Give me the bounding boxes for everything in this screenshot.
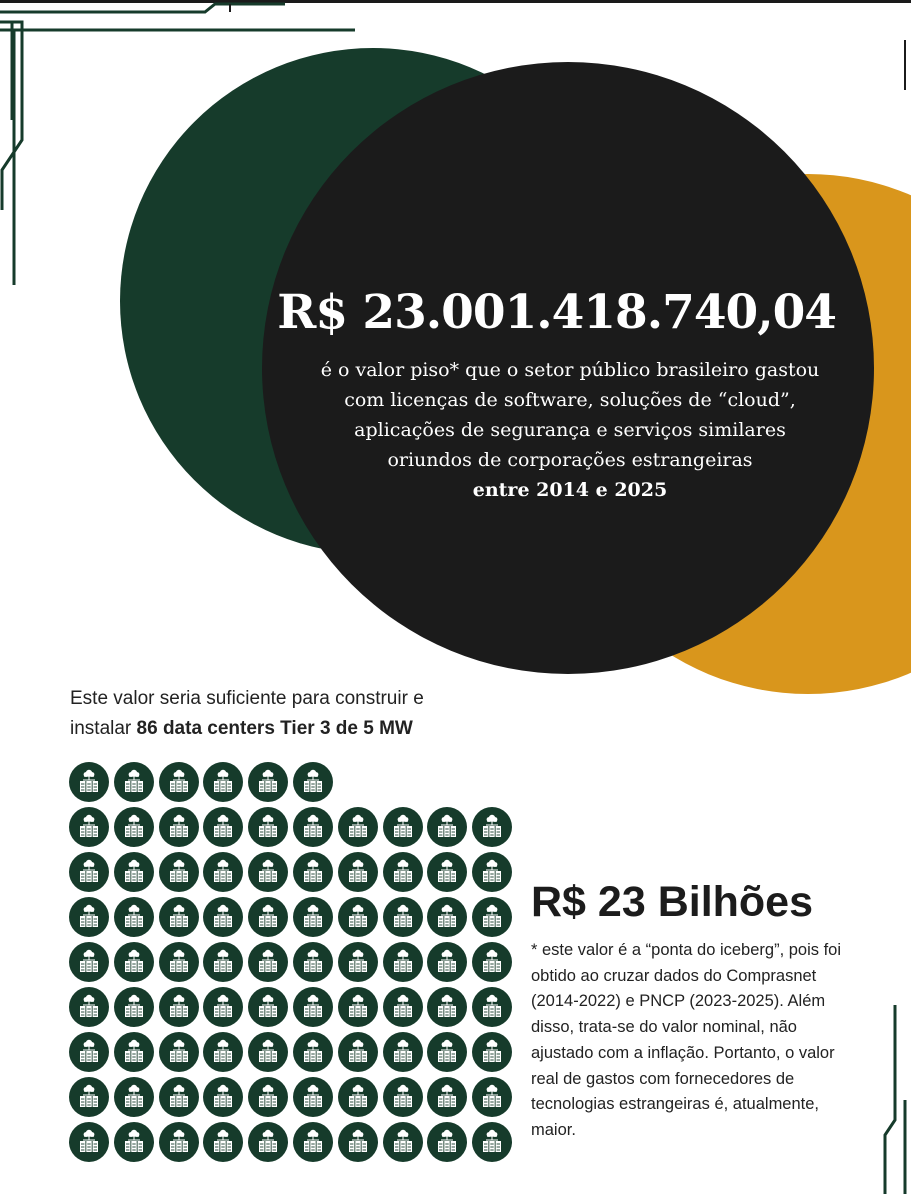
data-center-icon bbox=[69, 897, 109, 937]
data-center-icon bbox=[293, 1032, 333, 1072]
data-center-icon bbox=[293, 852, 333, 892]
data-center-icon bbox=[248, 762, 288, 802]
headline-description bbox=[270, 355, 870, 505]
data-center-icon bbox=[114, 897, 154, 937]
intro-line-2-prefix: instalar bbox=[70, 718, 137, 739]
data-center-icon bbox=[69, 1077, 109, 1117]
description-line: aplicações de segurança e serviços similares bbox=[354, 419, 786, 441]
summary-value: R$ 23 Bilhões bbox=[531, 878, 813, 926]
data-center-row bbox=[69, 897, 519, 942]
data-center-icon bbox=[114, 942, 154, 982]
intro-highlight: 86 data centers Tier 3 de 5 MW bbox=[136, 718, 413, 739]
data-center-icon bbox=[248, 987, 288, 1027]
data-center-icon bbox=[338, 987, 378, 1027]
data-center-icon bbox=[472, 1077, 512, 1117]
headline-period: entre 2014 e 2025 bbox=[472, 479, 668, 501]
data-center-icon bbox=[383, 852, 423, 892]
data-center-icon bbox=[203, 1032, 243, 1072]
data-center-icon bbox=[159, 987, 199, 1027]
description-line: com licenças de software, soluções de “cloud”, bbox=[344, 389, 796, 411]
data-center-icon bbox=[69, 1122, 109, 1162]
data-center-icon bbox=[114, 852, 154, 892]
data-center-row bbox=[69, 1122, 519, 1167]
data-center-icon bbox=[248, 807, 288, 847]
data-center-icon bbox=[203, 1077, 243, 1117]
data-center-icon bbox=[472, 1032, 512, 1072]
data-center-icon bbox=[114, 1032, 154, 1072]
data-center-icon bbox=[114, 1122, 154, 1162]
description-line: oriundos de corporações estrangeiras bbox=[387, 449, 753, 471]
data-center-icon bbox=[203, 762, 243, 802]
data-center-icon bbox=[338, 807, 378, 847]
data-center-icon bbox=[248, 1032, 288, 1072]
data-center-icon bbox=[159, 762, 199, 802]
data-center-icon bbox=[293, 807, 333, 847]
data-center-row bbox=[69, 987, 519, 1032]
data-center-icon bbox=[383, 1122, 423, 1162]
data-center-icon bbox=[472, 852, 512, 892]
top-border bbox=[0, 0, 911, 3]
data-center-icon bbox=[69, 807, 109, 847]
data-center-row bbox=[69, 1077, 519, 1122]
intro-text bbox=[70, 684, 540, 744]
data-center-icon bbox=[427, 1077, 467, 1117]
data-center-icon bbox=[159, 1032, 199, 1072]
data-center-row bbox=[69, 762, 519, 807]
data-center-icon bbox=[159, 1077, 199, 1117]
data-center-icon bbox=[427, 942, 467, 982]
data-center-icon bbox=[427, 987, 467, 1027]
data-center-icon bbox=[159, 807, 199, 847]
data-center-icon bbox=[472, 897, 512, 937]
data-center-icon bbox=[248, 852, 288, 892]
data-center-icon bbox=[338, 1077, 378, 1117]
data-center-icon bbox=[159, 852, 199, 892]
headline-block bbox=[270, 278, 870, 505]
data-center-icon bbox=[203, 987, 243, 1027]
data-center-icon bbox=[114, 762, 154, 802]
data-center-icon bbox=[338, 1032, 378, 1072]
data-center-row bbox=[69, 852, 519, 897]
data-center-icon bbox=[293, 897, 333, 937]
data-center-icon bbox=[293, 942, 333, 982]
data-center-icon bbox=[248, 942, 288, 982]
data-center-row bbox=[69, 1032, 519, 1077]
data-center-icon bbox=[383, 1077, 423, 1117]
data-center-icon bbox=[203, 942, 243, 982]
data-center-icon bbox=[69, 852, 109, 892]
data-center-icon bbox=[293, 762, 333, 802]
data-center-icon bbox=[159, 897, 199, 937]
description-line: é o valor piso* que o setor público brasileiro gastou bbox=[320, 359, 820, 381]
data-center-icon bbox=[338, 852, 378, 892]
data-center-icon bbox=[248, 897, 288, 937]
data-center-grid bbox=[69, 762, 519, 1167]
data-center-icon bbox=[427, 852, 467, 892]
data-center-icon bbox=[338, 942, 378, 982]
data-center-icon bbox=[427, 807, 467, 847]
data-center-icon bbox=[248, 1077, 288, 1117]
data-center-icon bbox=[383, 942, 423, 982]
data-center-icon bbox=[248, 1122, 288, 1162]
data-center-icon bbox=[293, 1122, 333, 1162]
data-center-icon bbox=[69, 1032, 109, 1072]
intro-line-2 bbox=[70, 714, 540, 744]
data-center-icon bbox=[427, 1122, 467, 1162]
data-center-icon bbox=[472, 807, 512, 847]
data-center-icon bbox=[69, 942, 109, 982]
data-center-icon bbox=[159, 1122, 199, 1162]
data-center-icon bbox=[472, 1122, 512, 1162]
data-center-icon bbox=[472, 942, 512, 982]
data-center-icon bbox=[383, 1032, 423, 1072]
data-center-icon bbox=[293, 987, 333, 1027]
data-center-icon bbox=[203, 1122, 243, 1162]
data-center-icon bbox=[472, 987, 512, 1027]
data-center-icon bbox=[383, 987, 423, 1027]
data-center-icon bbox=[338, 1122, 378, 1162]
data-center-icon bbox=[203, 852, 243, 892]
data-center-icon bbox=[427, 1032, 467, 1072]
data-center-icon bbox=[293, 1077, 333, 1117]
data-center-icon bbox=[159, 942, 199, 982]
data-center-icon bbox=[69, 762, 109, 802]
data-center-icon bbox=[383, 807, 423, 847]
data-center-row bbox=[69, 942, 519, 987]
data-center-icon bbox=[69, 987, 109, 1027]
headline-amount: R$ 23.001.418.740,04 bbox=[277, 285, 836, 340]
data-center-row bbox=[69, 807, 519, 852]
data-center-icon bbox=[383, 897, 423, 937]
data-center-icon bbox=[114, 1077, 154, 1117]
data-center-icon bbox=[338, 897, 378, 937]
intro-line-1: Este valor seria suficiente para construir e bbox=[70, 688, 424, 709]
data-center-icon bbox=[114, 987, 154, 1027]
footnote: * este valor é a “ponta do iceberg”, pois foi obtido ao cruzar dados do Comprasnet (2014-2022) e PNCP (2023-2025). Além disso, trata-se do valor nominal, não ajustado com a inflação. Portanto, o valor real de gastos com fornecedores de tecnologias estrangeiras é, atualmente, maior. bbox=[531, 941, 842, 1139]
data-center-icon bbox=[203, 897, 243, 937]
data-center-icon bbox=[203, 807, 243, 847]
data-center-icon bbox=[427, 897, 467, 937]
data-center-icon bbox=[114, 807, 154, 847]
